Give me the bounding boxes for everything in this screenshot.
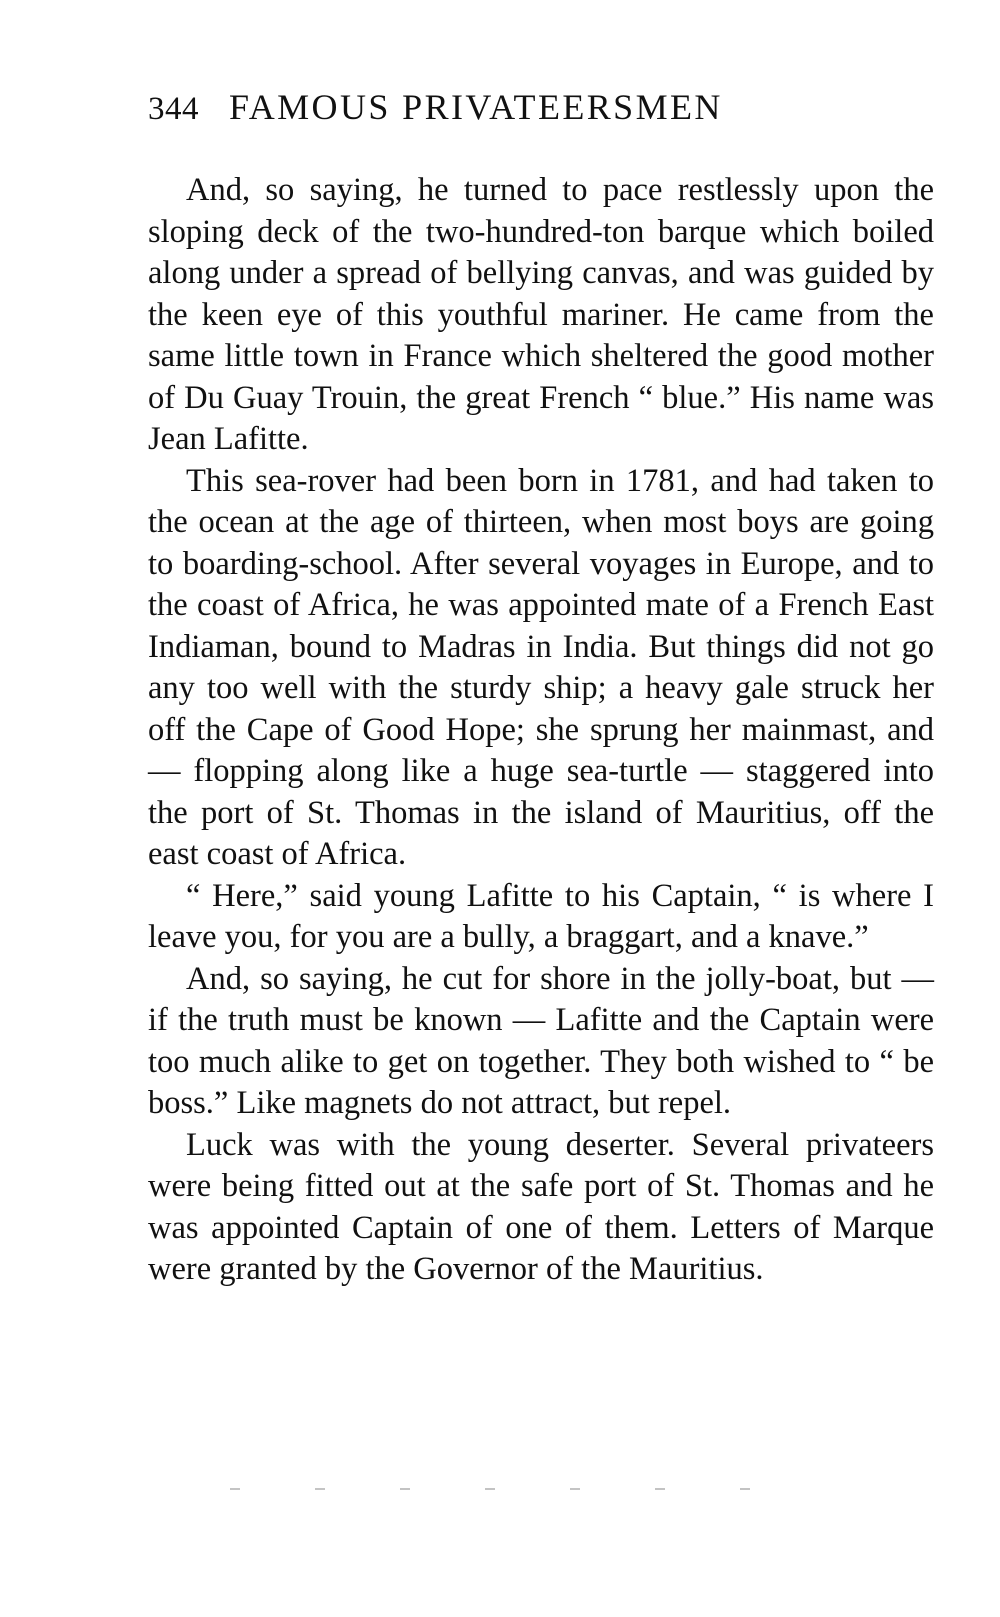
running-head bbox=[148, 86, 934, 148]
ink-mark bbox=[655, 1488, 665, 1490]
paragraph-1: And, so saying, he turned to pace restlessly upon the sloping deck of the two-hundred-ton barque which boiled along under a spread of bellying canvas, and was guided by the keen eye of this youthful mariner. He came from the same little town in France which sheltered the good mother of Du Guay Trouin, the great French “ blue.” His name was Jean Lafitte. bbox=[148, 172, 934, 457]
ink-mark bbox=[485, 1488, 495, 1490]
paragraph-3: “ Here,” said young Lafitte to his Captain, “ is where I leave you, for you are a bully, a braggart, and a knave.” bbox=[148, 877, 934, 955]
paragraph-4: And, so saying, he cut for shore in the jolly-boat, but — if the truth must be known — Lafitte and the Captain were too much alike to get on together. They both wished to “ be boss.” Like magnets do not attract, but repel. bbox=[148, 960, 934, 1121]
ink-mark bbox=[230, 1488, 240, 1490]
book-page bbox=[148, 86, 934, 1291]
ink-mark bbox=[400, 1488, 410, 1490]
paragraph-2: This sea-rover had been born in 1781, and had taken to the ocean at the age of thirteen, when most boys are going to boarding-school. After several voyages in Europe, and to the coast of Africa, he was appointed mate of a French East Indiaman, bound to Madras in India. But things did not go any too well with the sturdy ship; a heavy gale struck her off the Cape of Good Hope; she sprung her mainmast, and — flopping along like a huge sea-turtle — staggered into the port of St. Thomas in the island of Mauritius, off the east coast of Africa. bbox=[148, 462, 934, 872]
page-number: 344 bbox=[148, 91, 199, 127]
body-text bbox=[148, 170, 934, 1291]
print-bleed-marks bbox=[230, 1488, 750, 1494]
paragraph-5: Luck was with the young deserter. Several privateers were being fitted out at the safe port of St. Thomas and he was appointed Captain of one of them. Letters of Marque were granted by the Governor of the Mauritius. bbox=[148, 1126, 934, 1287]
book-title: FAMOUS PRIVATEERSMEN bbox=[229, 87, 723, 127]
ink-mark bbox=[570, 1488, 580, 1490]
ink-mark bbox=[740, 1488, 750, 1490]
ink-mark bbox=[315, 1488, 325, 1490]
